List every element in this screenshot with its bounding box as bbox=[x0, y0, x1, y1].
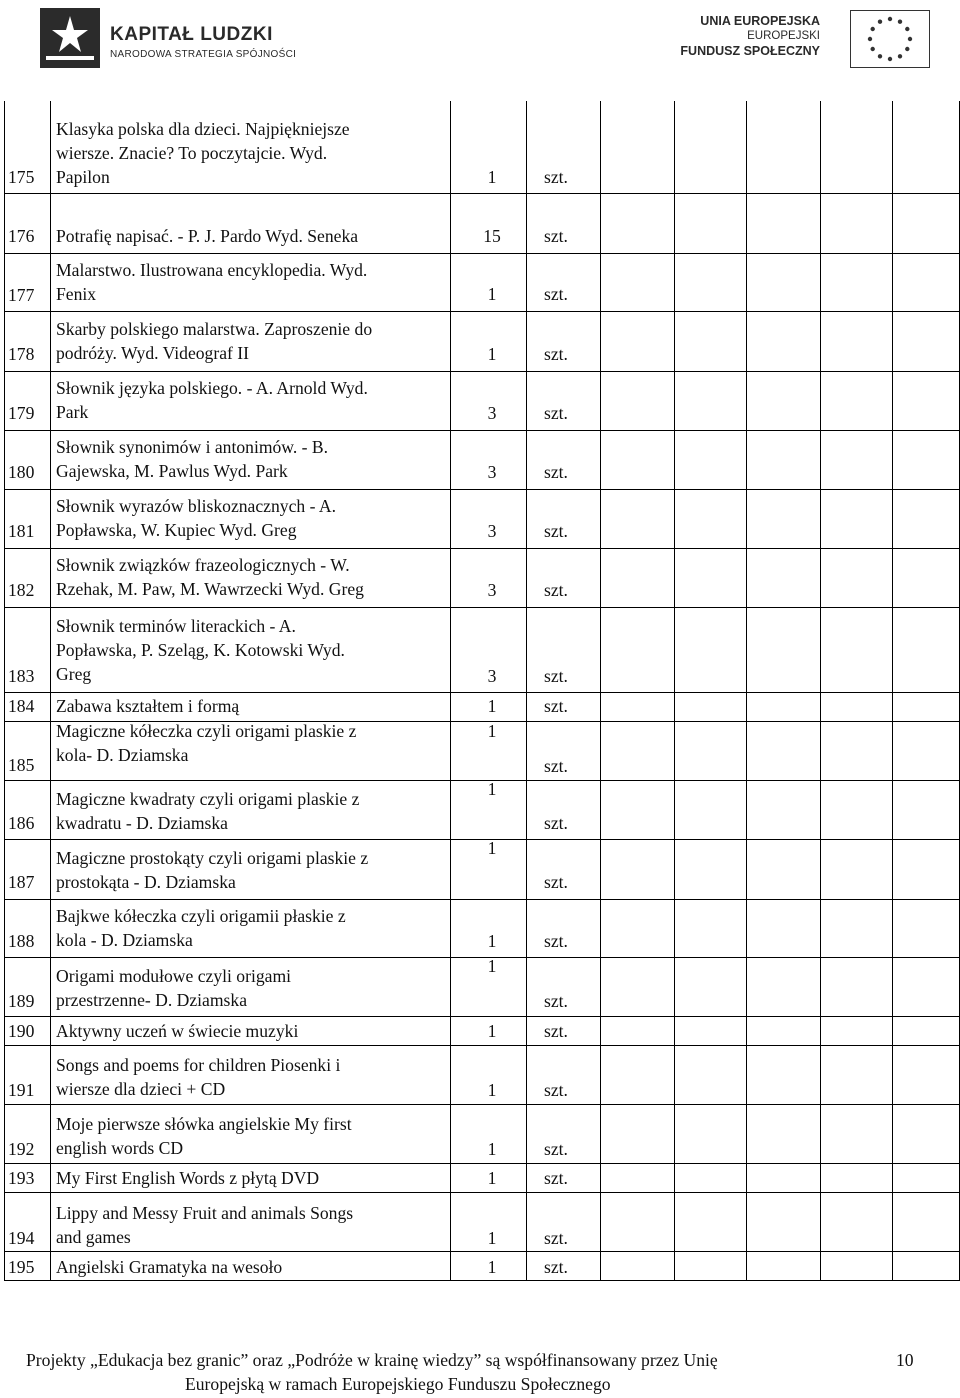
row-quantity: 1 bbox=[487, 838, 497, 858]
row-unit: szt. bbox=[544, 1080, 568, 1100]
row-unit: szt. bbox=[544, 1139, 568, 1159]
items-table bbox=[4, 101, 960, 1281]
row-quantity: 1 bbox=[487, 931, 497, 951]
kapital-ludzki-title: KAPITAŁ LUDZKI bbox=[110, 24, 273, 45]
row-quantity: 1 bbox=[487, 1228, 497, 1248]
grid-line bbox=[4, 548, 960, 549]
grid-line bbox=[4, 253, 960, 254]
kapital-ludzki-subtitle: NARODOWA STRATEGIA SPÓJNOŚCI bbox=[110, 49, 297, 60]
kapital-ludzki-logo bbox=[40, 8, 297, 68]
row-unit: szt. bbox=[544, 1021, 568, 1041]
grid-line bbox=[4, 430, 960, 431]
row-number: 184 bbox=[8, 696, 35, 716]
grid-line bbox=[4, 1104, 960, 1105]
grid-line bbox=[4, 193, 960, 194]
row-unit: szt. bbox=[544, 462, 568, 482]
row-description: Skarby polskiego malarstwa. Zaproszenie do podróży. Wyd. Videograf II bbox=[56, 319, 373, 363]
row-unit: szt. bbox=[544, 931, 568, 951]
row-number: 178 bbox=[8, 344, 35, 364]
page-number: 10 bbox=[896, 1350, 914, 1370]
row-unit: szt. bbox=[544, 991, 568, 1011]
row-unit: szt. bbox=[544, 403, 568, 423]
row-number: 192 bbox=[8, 1139, 35, 1159]
row-quantity: 1 bbox=[487, 344, 497, 364]
row-quantity: 1 bbox=[487, 721, 497, 741]
row-number: 177 bbox=[8, 285, 35, 305]
row-number: 176 bbox=[8, 226, 35, 246]
row-quantity: 3 bbox=[487, 403, 497, 423]
row-unit: szt. bbox=[544, 666, 568, 686]
row-quantity: 1 bbox=[487, 696, 497, 716]
row-quantity: 3 bbox=[487, 580, 497, 600]
row-number: 193 bbox=[8, 1168, 35, 1188]
page-header bbox=[0, 0, 960, 80]
row-quantity: 1 bbox=[487, 167, 497, 187]
row-number: 175 bbox=[8, 167, 35, 187]
grid-line bbox=[4, 1192, 960, 1193]
row-number: 189 bbox=[8, 991, 35, 1011]
row-number: 186 bbox=[8, 813, 35, 833]
row-number: 195 bbox=[8, 1257, 35, 1277]
grid-line bbox=[4, 1251, 960, 1252]
grid-line bbox=[4, 1280, 960, 1281]
row-quantity: 1 bbox=[487, 1021, 497, 1041]
row-quantity: 1 bbox=[487, 284, 497, 304]
row-number: 183 bbox=[8, 666, 35, 686]
grid-line bbox=[4, 899, 960, 900]
row-unit: szt. bbox=[544, 813, 568, 833]
row-unit: szt. bbox=[544, 344, 568, 364]
row-number: 194 bbox=[8, 1228, 35, 1248]
row-description: Klasyka polska dla dzieci. Najpiękniejsze wiersze. Znacie? To poczytajcie. Wyd. Papilon bbox=[56, 119, 350, 187]
row-number: 187 bbox=[8, 872, 35, 892]
row-unit: szt. bbox=[544, 1228, 568, 1248]
eu-logo-line1: UNIA EUROPEJSKA bbox=[700, 14, 820, 28]
eu-logo bbox=[650, 10, 940, 70]
eu-logo-text bbox=[680, 14, 820, 59]
row-description: Malarstwo. Ilustrowana encyklopedia. Wyd. Fenix bbox=[56, 260, 368, 304]
row-quantity: 1 bbox=[487, 1168, 497, 1188]
row-quantity: 1 bbox=[487, 1080, 497, 1100]
row-number: 191 bbox=[8, 1080, 35, 1100]
row-description: My First English Words z płytą DVD bbox=[56, 1168, 320, 1188]
row-description: Słownik wyrazów bliskoznacznych - A. Popławska, W. Kupiec Wyd. Greg bbox=[56, 496, 336, 540]
row-number: 181 bbox=[8, 521, 35, 541]
row-description: Słownik związków frazeologicznych - W. Rzehak, M. Paw, M. Wawrzecki Wyd. Greg bbox=[56, 555, 364, 599]
row-quantity: 1 bbox=[487, 1257, 497, 1277]
row-unit: szt. bbox=[544, 521, 568, 541]
row-number: 179 bbox=[8, 403, 35, 423]
row-description: Słownik terminów literackich - A. Popławska, P. Szeląg, K. Kotowski Wyd. Greg bbox=[56, 616, 345, 684]
row-unit: szt. bbox=[544, 872, 568, 892]
row-description: Angielski Gramatyka na wesoło bbox=[56, 1257, 283, 1277]
row-unit: szt. bbox=[544, 167, 568, 187]
row-quantity: 1 bbox=[487, 779, 497, 799]
row-unit: szt. bbox=[544, 226, 568, 246]
row-unit: szt. bbox=[544, 580, 568, 600]
row-description: Zabawa kształtem i formą bbox=[56, 696, 240, 716]
row-description: Magiczne prostokąty czyli origami plaskie z prostokąta - D. Dziamska bbox=[56, 848, 369, 892]
row-description: Aktywny uczeń w świecie muzyki bbox=[56, 1021, 299, 1041]
row-quantity: 1 bbox=[487, 1139, 497, 1159]
row-unit: szt. bbox=[544, 284, 568, 304]
row-quantity: 1 bbox=[487, 956, 497, 976]
row-description: Słownik synonimów i antonimów. - B. Gajewska, M. Pawlus Wyd. Park bbox=[56, 437, 329, 481]
row-quantity: 3 bbox=[487, 462, 497, 482]
row-description: Magiczne kwadraty czyli origami plaskie z kwadratu - D. Dziamska bbox=[56, 789, 360, 833]
row-description: Origami modułowe czyli origami przestrzenne- D. Dziamska bbox=[56, 966, 292, 1010]
row-number: 188 bbox=[8, 931, 35, 951]
row-number: 185 bbox=[8, 755, 35, 775]
row-quantity: 3 bbox=[487, 521, 497, 541]
footer-line-2: Europejską w ramach Europejskiego Funduszu Społecznego bbox=[185, 1374, 611, 1394]
eu-logo-line3: FUNDUSZ SPOŁECZNY bbox=[680, 44, 820, 58]
grid-line bbox=[4, 607, 960, 608]
eu-logo-line2: EUROPEJSKI bbox=[747, 30, 820, 42]
row-quantity: 15 bbox=[483, 226, 501, 246]
row-number: 182 bbox=[8, 580, 35, 600]
footer-line-1: Projekty „Edukacja bez granic” oraz „Podróże w krainę wiedzy” są współfinansowany przez Unię bbox=[26, 1350, 718, 1370]
kapital-ludzki-emblem-icon bbox=[40, 8, 100, 68]
row-description: Songs and poems for children Piosenki i wiersze dla dzieci + CD bbox=[56, 1055, 341, 1099]
eu-flag-icon bbox=[850, 10, 930, 68]
row-description: Bajkwe kółeczka czyli origamii płaskie z kola - D. Dziamska bbox=[56, 906, 346, 950]
row-unit: szt. bbox=[544, 1257, 568, 1277]
row-number: 180 bbox=[8, 462, 35, 482]
row-description: Magiczne kółeczka czyli origami plaskie z kola- D. Dziamska bbox=[56, 721, 357, 765]
grid-line bbox=[4, 692, 960, 693]
row-number: 190 bbox=[8, 1021, 35, 1041]
row-description: Lippy and Messy Fruit and animals Songs and games bbox=[56, 1203, 354, 1247]
grid-line bbox=[4, 1045, 960, 1046]
row-unit: szt. bbox=[544, 1168, 568, 1188]
grid-line bbox=[4, 1163, 960, 1164]
grid-line bbox=[4, 311, 960, 312]
grid-line bbox=[4, 371, 960, 372]
grid-line bbox=[4, 1016, 960, 1017]
row-description: Słownik języka polskiego. - A. Arnold Wyd. Park bbox=[56, 378, 368, 422]
row-description: Moje pierwsze słówka angielskie My first english words CD bbox=[56, 1114, 352, 1158]
row-description: Potrafię napisać. - P. J. Pardo Wyd. Seneka bbox=[56, 226, 359, 246]
grid-line bbox=[4, 489, 960, 490]
row-quantity: 3 bbox=[487, 666, 497, 686]
row-unit: szt. bbox=[544, 756, 568, 776]
row-unit: szt. bbox=[544, 696, 568, 716]
